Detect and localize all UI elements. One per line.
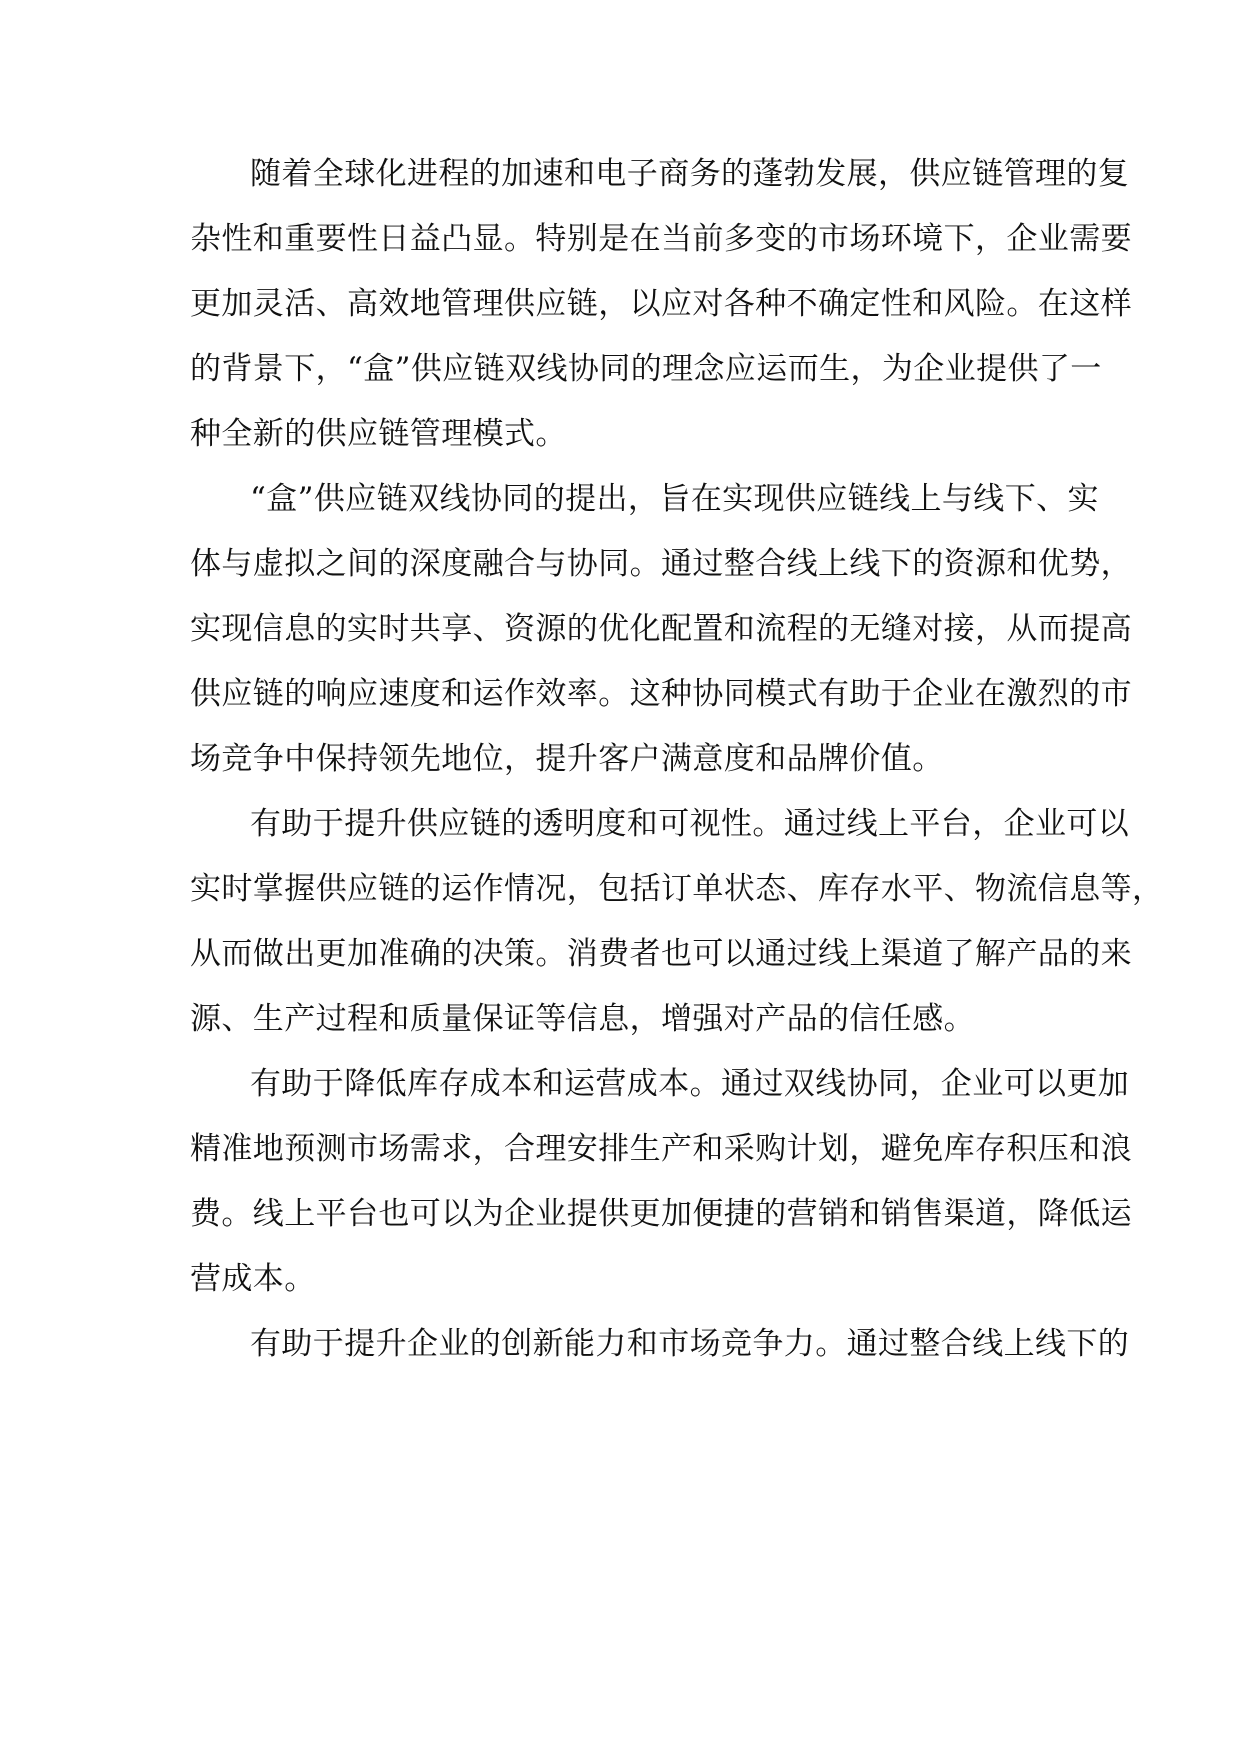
paragraph-1-line-5: 种全新的供应链管理模式。: [190, 416, 567, 452]
paragraph-3-line-2: 实时掌握供应链的运作情况，包括订单状态、库存水平、物流信息等，: [190, 871, 1164, 907]
paragraph-4-line-1: 有助于降低库存成本和运营成本。通过双线协同，企业可以更加: [250, 1066, 1130, 1102]
paragraph-2-line-3: 实现信息的实时共享、资源的优化配置和流程的无缝对接，从而提高: [190, 611, 1132, 647]
paragraph-5-line-1: 有助于提升企业的创新能力和市场竞争力。通过整合线上线下的: [250, 1326, 1130, 1362]
paragraph-2-line-2: 体与虚拟之间的深度融合与协同。通过整合线上线下的资源和优势，: [190, 546, 1132, 582]
paragraph-4-line-4: 营成本。: [190, 1261, 316, 1297]
paragraph-2-line-1: “盒”供应链双线协同的提出，旨在实现供应链线上与线下、实: [250, 481, 1099, 517]
paragraph-4-line-2: 精准地预测市场需求，合理安排生产和采购计划，避免库存积压和浪: [190, 1131, 1132, 1167]
paragraph-1-line-4: 的背景下，“盒”供应链双线协同的理念应运而生，为企业提供了一: [190, 351, 1102, 387]
paragraph-2-line-4: 供应链的响应速度和运作效率。这种协同模式有助于企业在激烈的市: [190, 676, 1132, 712]
paragraph-1-line-2: 杂性和重要性日益凸显。特别是在当前多变的市场环境下，企业需要: [190, 221, 1132, 257]
paragraph-2-line-5: 场竞争中保持领先地位，提升客户满意度和品牌价值。: [190, 741, 944, 777]
paragraph-1-line-3: 更加灵活、高效地管理供应链，以应对各种不确定性和风险。在这样: [190, 286, 1132, 322]
document-body: [190, 142, 1164, 1377]
paragraph-3-line-3: 从而做出更加准确的决策。消费者也可以通过线上渠道了解产品的来: [190, 936, 1132, 972]
paragraph-1-line-1: 随着全球化进程的加速和电子商务的蓬勃发展，供应链管理的复: [250, 156, 1130, 192]
paragraph-3-line-1: 有助于提升供应链的透明度和可视性。通过线上平台，企业可以: [250, 806, 1130, 842]
paragraph-3-line-4: 源、生产过程和质量保证等信息，增强对产品的信任感。: [190, 1001, 975, 1037]
paragraph-4-line-3: 费。线上平台也可以为企业提供更加便捷的营销和销售渠道，降低运: [190, 1196, 1132, 1232]
